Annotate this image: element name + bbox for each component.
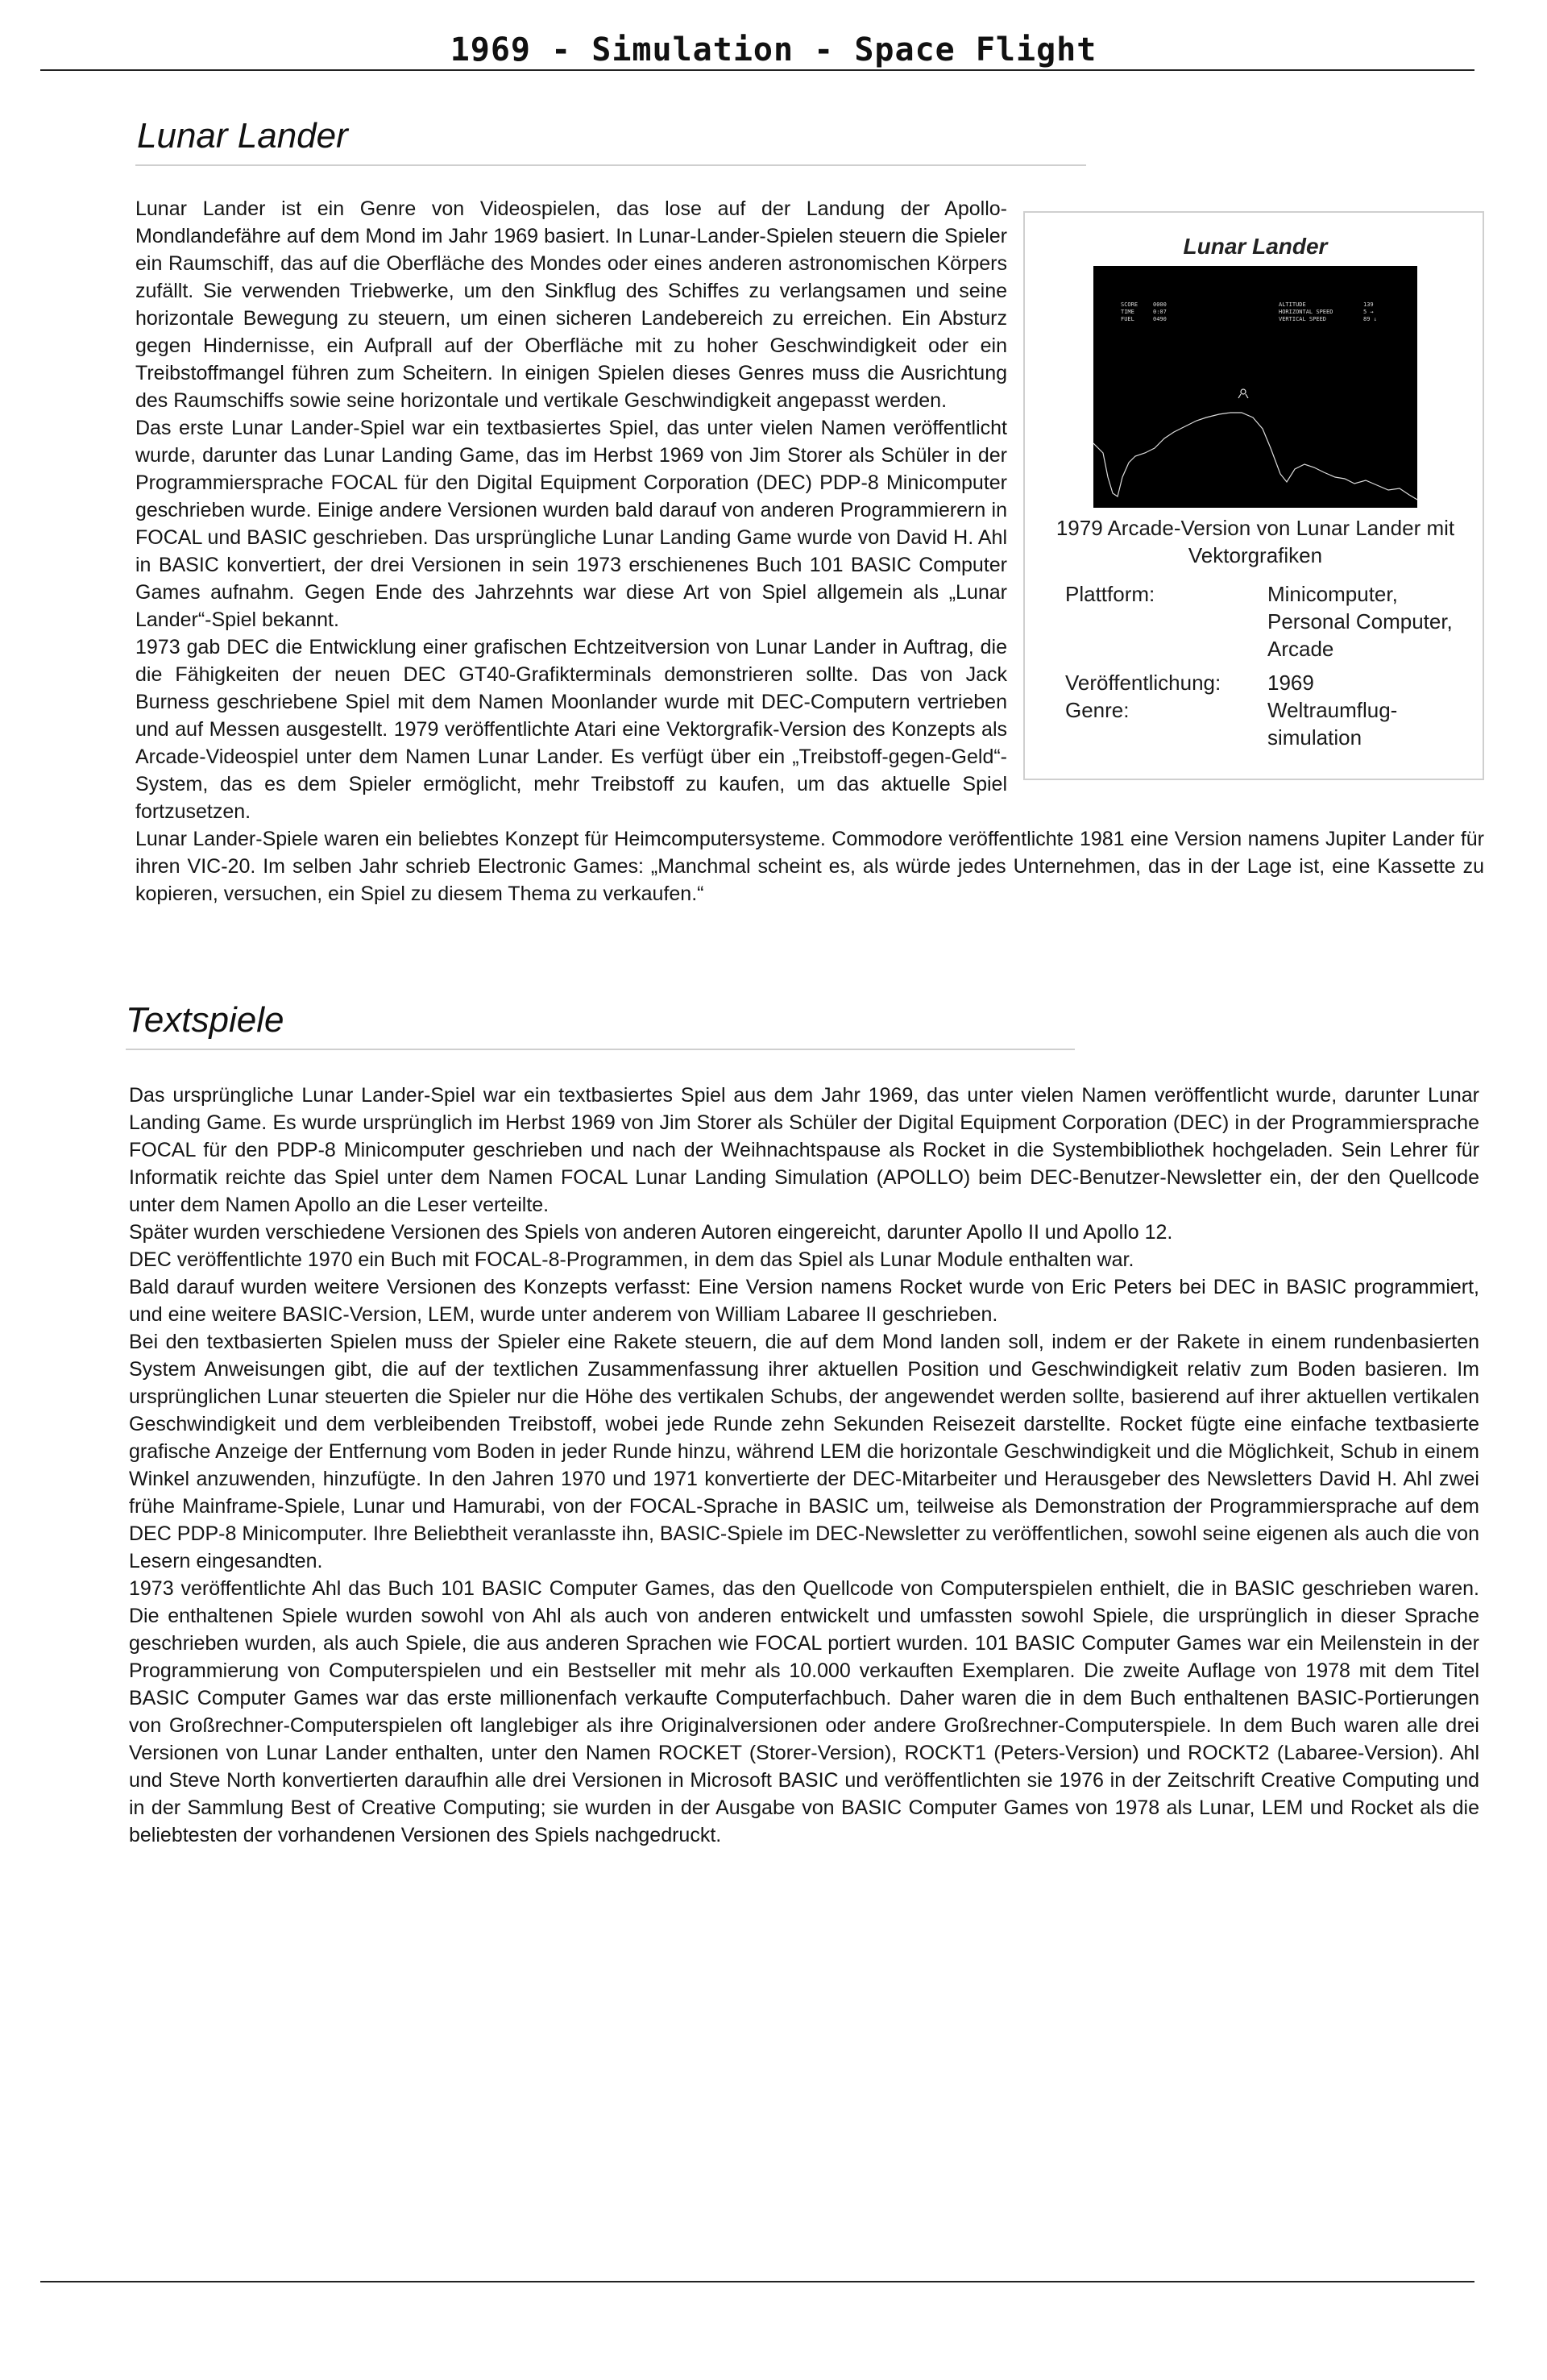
section-title-textspiele: Textspiele [126,1000,284,1040]
lunar-module-icon [1238,389,1248,398]
lunar-terrain [1093,413,1417,500]
paragraph: Lunar Lander-Spiele waren ein beliebtes Konzept für Heimcomputersysteme. Commodore veröffentlichte 1981 eine Version namens Jupiter Lander für ihren VIC-20. Im selben Jahr schrieb Electronic Games: „Manchmal scheint es, als würde jedes Unternehmen, das in der Lage ist, eine Kassette zu kopieren, versuchen, ein Spiel zu diesem Thema zu verkaufen.“ [135,828,1484,905]
lunar-lander-screenshot [1093,266,1417,508]
hud-value-altitude: 139 [1363,301,1374,308]
footer-rule [40,2281,1474,2282]
section-rule-2 [126,1049,1075,1050]
hud-value-horizontal-speed: 5 → [1363,309,1374,315]
paragraph: DEC veröffentlichte 1970 ein Buch mit FOCAL-8-Programmen, in dem das Spiel als Lunar Module enthalten war. [129,1248,1134,1271]
infobox-details [1065,580,1476,758]
hud-value-fuel: 0490 [1153,316,1167,322]
header-rule [40,69,1474,71]
infobox-value: Weltraumflug-simulation [1267,698,1398,750]
infobox-key: Plattform: [1065,582,1155,606]
infobox-row-release [1065,669,1476,696]
paragraph: Das ursprüngliche Lunar Lander-Spiel war ein textbasiertes Spiel aus dem Jahr 1969, das unter vielen Namen veröffentlicht wurde, darunter Lunar Landing Game. Es wurde ursprünglich im Herbst 1969 von Jim Storer als Schüler der Digital Equipment Corporation (DEC) in der Programmiersprache FOCAL für den PDP-8 Minicomputer geschrieben und nach der Weihnachtspause als Rocket in die Systembibliothek hochgeladen. Sein Lehrer für Informatik reichte das Spiel unter dem Namen FOCAL Lunar Landing Simulation (APOLLO) beim DEC-Benutzer-Newsletter ein, der den Quellcode unter dem Namen Apollo an die Leser verteilte. [129,1084,1479,1216]
infobox-value: Minicomputer, Personal Computer, Arcade [1267,582,1453,661]
section-body-textspiele [129,1082,1479,1849]
paragraph: Bei den textbasierten Spielen muss der Spieler eine Rakete steuern, die auf dem Mond landen soll, indem er der Rakete in einem rundenbasierten System Anweisungen gibt, die auf der textlichen Zusammenfassung ihrer aktuellen Position und Geschwindigkeit relativ zum Boden basieren. Im ursprünglichen Lunar steuerten die Spieler nur die Höhe des vertikalen Schubs, der angewendet werden sollte, basierend auf ihrer aktuellen vertikalen Geschwindigkeit und dem verbleibenden Treibstoff, wobei jede Runde zehn Sekunden Reisezeit darstellte. Rocket fügte eine einfache textbasierte grafische Anzeige der Entfernung vom Boden in jeder Runde hinzu, während LEM die horizontale Geschwindigkeit und die Möglichkeit, Schub in einem Winkel anzuwenden, hinzufügte. In den Jahren 1970 und 1971 konvertierte der DEC-Mitarbeiter und Herausgeber des Newsletters David H. Ahl zwei frühe Mainframe-Spiele, Lunar und Hamurabi, von der FOCAL-Sprache in BASIC um, teilweise als Demonstration der Programmiersprache auf dem DEC PDP-8 Minicomputer. Ihre Beliebtheit veranlasste ihn, BASIC-Spiele im DEC-Newsletter zu veröffentlichen, sowohl seine eigenen als auch die von Lesern eingesandten. [129,1331,1479,1572]
page-header [0,0,1547,77]
vector-game-screen [1093,266,1417,508]
infobox-row-genre [1065,696,1476,751]
infobox-row-platform [1065,580,1476,662]
section-title-lunar-lander: Lunar Lander [137,116,348,156]
infobox-title: Lunar Lander [1183,234,1328,259]
hud-value-time: 0:07 [1153,309,1167,315]
paragraph: 1973 veröffentlichte Ahl das Buch 101 BASIC Computer Games, das den Quellcode von Computerspielen enthielt, die in BASIC geschrieben waren. Die enthaltenen Spiele wurden sowohl von Ahl als auch von anderen entwickelt und umfassten sowohl Spiele, die ursprünglich in dieser Sprache geschrieben wurden, als auch Spiele, die aus anderen Sprachen wie FOCAL portiert wurden. 101 BASIC Computer Games war ein Meilenstein in der Programmierung von Computerspielen und ein Bestseller mit mehr als 10.000 verkauften Exemplaren. Die zweite Auflage von 1978 mit dem Titel BASIC Computer Games war das erste millionenfach verkaufte Computerfachbuch. Daher waren die in dem Buch enthaltenen BASIC-Portierungen von Großrechner-Computerspielen oft langlebiger als ihre Originalversionen oder andere Großrechner-Computerspiele. In dem Buch waren alle drei Versionen von Lunar Lander enthalten, unter den Namen ROCKET (Storer-Version), ROCKT1 (Peters-Version) und ROCKT2 (Labaree-Version). Ahl und Steve North konvertierten daraufhin alle drei Versionen in Microsoft BASIC und veröffentlichten sie 1976 in der Zeitschrift Creative Computing und in der Sammlung Best of Creative Computing; sie wurden in der Ausgabe von BASIC Computer Games von 1978 als Lunar, LEM und Rocket als die beliebtesten der vorhandenen Versionen des Spiels nachgedruckt. [129,1577,1479,1846]
header-title: 1969 - Simulation - Space Flight [450,31,1097,69]
paragraph: Das erste Lunar Lander-Spiel war ein textbasiertes Spiel, das unter vielen Namen veröffentlicht wurde, darunter das Lunar Landing Game, das im Herbst 1969 von Jim Storer als Schüler in der Programmiersprache FOCAL für den Digital Equipment Corporation (DEC) PDP-8 Minicomputer geschrieben wurde. Einige andere Versionen wurden bald darauf von anderen Programmierern in FOCAL und BASIC geschrieben. Das ursprüngliche Lunar Landing Game wurde von David H. Ahl in BASIC konvertiert, der drei Versionen in sein 1973 erschienenes Buch 101 BASIC Computer Games aufnahm. Gegen Ende des Jahrzehnts war diese Art von Spiel allgemein als „Lunar Lander“-Spiel bekannt. [135,417,1007,631]
hud-label-horizontal-speed: HORIZONTAL SPEED [1279,309,1333,315]
hud-value-vertical-speed: 89 ↓ [1363,316,1377,322]
infobox-key: Genre: [1065,698,1130,722]
paragraph: 1973 gab DEC die Entwicklung einer grafischen Echtzeitversion von Lunar Lander in Auftrag, die die Fähigkeiten der neuen DEC GT40-Grafikterminals demonstrieren sollte. Das von Jack Burness geschriebene Spiel mit dem Namen Moonlander wurde mit DEC-Computern vertrieben und auf Messen ausgestellt. 1979 veröffentlichte Atari eine Vektorgrafik-Version des Konzepts als Arcade-Videospiel unter dem Namen Lunar Lander. Es verfügt über ein „Treibstoff-gegen-Geld“-System, das es dem Spieler ermöglicht, mehr Treibstoff zu kaufen, um das aktuelle Spiel fortzusetzen. [135,636,1007,823]
paragraph: Bald darauf wurden weitere Versionen des Konzepts verfasst: Eine Version namens Rocket wurde von Eric Peters bei DEC in BASIC programmiert, und eine weitere BASIC-Version, LEM, wurde unter anderem von William Labaree II geschrieben. [129,1276,1479,1326]
hud-label-time: TIME [1121,309,1134,315]
hud-label-score: SCORE [1121,301,1138,308]
hud-label-vertical-speed: VERTICAL SPEED [1279,316,1327,322]
infobox-value: 1969 [1267,671,1314,695]
paragraph: Lunar Lander ist ein Genre von Videospielen, das lose auf der Landung der Apollo-Mondlandefähre auf dem Mond im Jahr 1969 basiert. In Lunar-Lander-Spielen steuern die Spieler ein Raumschiff, das auf die Oberfläche des Mondes oder eines anderen astronomischen Körpers zufällt. Sie verwenden Triebwerke, um den Sinkflug des Schiffes zu verlangsamen und seine horizontale Bewegung zu steuern, um einen sicheren Landebereich zu erreichen. Ein Absturz gegen Hindernisse, ein Aufprall auf der Oberfläche mit zu hoher Geschwindigkeit oder ein Treibstoffmangel führen zum Scheitern. In einigen Spielen dieses Genres muss die Ausrichtung des Raumschiffs sowie seine horizontale und vertikale Geschwindigkeit angepasst werden. [135,197,1007,412]
hud-label-altitude: ALTITUDE [1279,301,1306,308]
infobox [1023,211,1484,780]
infobox-caption: 1979 Arcade-Version von Lunar Lander mit Vektorgrafiken [1056,516,1455,567]
hud-label-fuel: FUEL [1121,316,1134,322]
paragraph: Später wurden verschiedene Versionen des Spiels von anderen Autoren eingereicht, darunter Apollo II und Apollo 12. [129,1221,1173,1244]
hud-value-score: 0000 [1153,301,1167,308]
section-rule-1 [135,164,1086,166]
infobox-key: Veröffentlichung: [1065,671,1221,695]
